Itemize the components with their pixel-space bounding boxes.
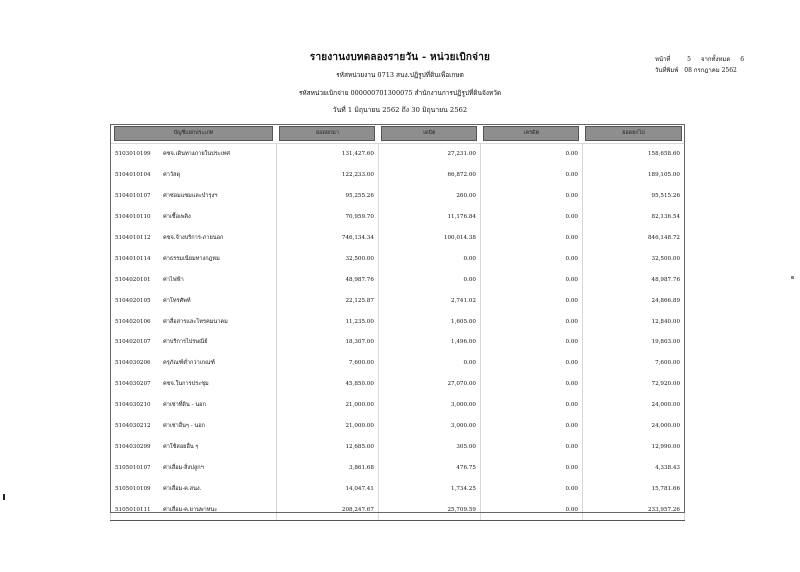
- agency-code-line: รหัสหน่วยงาน 0713 สนง.ปฏิรูปที่ดินเพื่อเกษต: [336, 71, 464, 79]
- table-row: [111, 416, 685, 437]
- account-code: 5104010110: [115, 214, 151, 221]
- carried-forward-cell: 24,000.00: [582, 416, 684, 437]
- scan-dot-mark: [791, 276, 794, 279]
- account-code: 5104020106: [115, 318, 151, 325]
- table-row: [111, 269, 685, 290]
- account-cell: [111, 436, 277, 457]
- credit-cell: 0.00: [480, 186, 582, 207]
- debit-cell: 27,231.00: [378, 144, 480, 165]
- account-name: คชจ.ในการประชุม: [163, 381, 209, 388]
- account-name: คชจ.เดินทางภายในประเทศ: [163, 151, 230, 158]
- account-code: 5104020107: [115, 339, 151, 346]
- brought-forward-cell: 746,134.34: [276, 228, 378, 249]
- carried-forward-cell: 189,105.00: [582, 165, 684, 186]
- account-name: ค่าโทรศัพท์: [163, 297, 191, 304]
- col-brought-forward: [276, 124, 378, 144]
- brought-forward-cell: 12,685.00: [276, 436, 378, 457]
- account-name: ครุภัณฑ์ต่ำกว่าเกณฑ์: [163, 360, 215, 367]
- table-row: [111, 207, 685, 228]
- carried-forward-cell: 24,000.00: [582, 395, 684, 416]
- debit-cell: 66,872.00: [378, 165, 480, 186]
- debit-cell: 11,176.84: [378, 207, 480, 228]
- credit-cell: 0.00: [480, 395, 582, 416]
- account-code: 5104010112: [115, 235, 151, 241]
- credit-cell: 0.00: [480, 311, 582, 332]
- col-debit: [378, 124, 480, 144]
- carried-forward-cell: 19,803.00: [582, 332, 684, 353]
- table-row: [111, 165, 685, 186]
- credit-cell: 0.00: [480, 353, 582, 374]
- account-code: 5104030207: [115, 381, 151, 388]
- brought-forward-cell: 32,500.00: [276, 248, 378, 269]
- trial-balance-table: [110, 124, 685, 521]
- credit-cell: 0.00: [480, 248, 582, 269]
- debit-cell: 27,070.00: [378, 374, 480, 395]
- account-code: 5104030299: [115, 443, 151, 450]
- carried-forward-cell: 233,957.26: [582, 499, 684, 520]
- carried-forward-cell: 48,987.76: [582, 269, 684, 290]
- debit-cell: 305.00: [378, 436, 480, 457]
- brought-forward-cell: 14,047.41: [276, 478, 378, 499]
- account-name: ค่าเสื่อม-ค.สนง.: [163, 485, 202, 492]
- account-name: ค่าซ่อมแซมและบำรุงฯ: [163, 193, 218, 200]
- col-account-label: บัญชีแยกประเภท: [114, 126, 274, 141]
- page-number: 5: [687, 56, 691, 63]
- brought-forward-cell: 45,850.00: [276, 374, 378, 395]
- carried-forward-cell: 7,600.00: [582, 353, 684, 374]
- account-name: ค่าบริการไปรษณีย์: [163, 339, 208, 346]
- debit-cell: 1,605.00: [378, 311, 480, 332]
- carried-forward-cell: 846,148.72: [582, 228, 684, 249]
- carried-forward-cell: 95,515.26: [582, 186, 684, 207]
- account-cell: [111, 499, 277, 520]
- print-date: 08 กรกฎาคม 2562: [684, 67, 737, 74]
- debit-cell: 100,014.38: [378, 228, 480, 249]
- credit-cell: 0.00: [480, 478, 582, 499]
- debit-cell: 0.00: [378, 248, 480, 269]
- account-cell: [111, 290, 277, 311]
- debit-cell: 1,496.00: [378, 332, 480, 353]
- account-code: 5105010109: [115, 485, 151, 492]
- debit-cell: 0.00: [378, 269, 480, 290]
- table-row: [111, 478, 685, 499]
- account-cell: [111, 478, 277, 499]
- debit-cell: 3,000.00: [378, 416, 480, 437]
- brought-forward-cell: 208,247.67: [276, 499, 378, 520]
- account-cell: [111, 311, 277, 332]
- account-cell: [111, 395, 277, 416]
- account-cell: [111, 353, 277, 374]
- credit-cell: 0.00: [480, 499, 582, 520]
- credit-cell: 0.00: [480, 228, 582, 249]
- account-name: ค่าเช่าอื่นๆ - นอก: [163, 423, 205, 430]
- brought-forward-cell: 131,427.60: [276, 144, 378, 165]
- total-label: จากทั้งหมด: [701, 56, 731, 63]
- debit-cell: 476.75: [378, 457, 480, 478]
- table-row: [111, 436, 685, 457]
- account-code: 5104010114: [115, 255, 151, 262]
- table-row: [111, 332, 685, 353]
- col-credit-label: เครดิต: [483, 126, 579, 141]
- account-cell: [111, 207, 277, 228]
- table-row: [111, 353, 685, 374]
- table-row: [111, 186, 685, 207]
- col-credit: [480, 124, 582, 144]
- account-cell: [111, 248, 277, 269]
- table-row: [111, 499, 685, 520]
- page-meta: [655, 54, 748, 76]
- scan-edge-mark: [3, 494, 5, 500]
- account-name: ค่าเสื่อม-สิ่งปลูกฯ: [163, 464, 204, 471]
- credit-cell: 0.00: [480, 416, 582, 437]
- table-row: [111, 228, 685, 249]
- account-name: ค่าวัสดุ: [163, 172, 181, 179]
- debit-cell: 260.00: [378, 186, 480, 207]
- carried-forward-cell: 158,658.60: [582, 144, 684, 165]
- debit-cell: 1,734.25: [378, 478, 480, 499]
- credit-cell: 0.00: [480, 332, 582, 353]
- account-code: 5105010111: [115, 506, 151, 513]
- account-name: ค่าเช่าที่ดิน - นอก: [163, 402, 206, 409]
- carried-forward-cell: 24,866.89: [582, 290, 684, 311]
- table-row: [111, 144, 685, 165]
- brought-forward-cell: 21,000.00: [276, 395, 378, 416]
- credit-cell: 0.00: [480, 436, 582, 457]
- account-name: ค่าธรรมเนียมทางกฎหม: [163, 255, 220, 262]
- account-name: ค่าเชื้อเพลิง: [163, 214, 191, 221]
- account-cell: [111, 228, 277, 249]
- brought-forward-cell: 95,255.26: [276, 186, 378, 207]
- table-row: [111, 374, 685, 395]
- brought-forward-cell: 122,233.00: [276, 165, 378, 186]
- report-title: รายงานงบทดลองรายวัน - หน่วยเบิกจ่าย: [309, 52, 491, 63]
- credit-cell: 0.00: [480, 269, 582, 290]
- print-date-label: วันที่พิมพ์: [655, 67, 679, 74]
- brought-forward-cell: 3,861.68: [276, 457, 378, 478]
- account-code: 5104020105: [115, 297, 151, 304]
- carried-forward-cell: 72,920.00: [582, 374, 684, 395]
- account-cell: [111, 457, 277, 478]
- credit-cell: 0.00: [480, 144, 582, 165]
- carried-forward-cell: 12,840.00: [582, 311, 684, 332]
- col-carried-forward-label: ยอดยกไป: [585, 126, 681, 141]
- credit-cell: 0.00: [480, 207, 582, 228]
- col-debit-label: เดบิต: [381, 126, 477, 141]
- debit-cell: 25,709.59: [378, 499, 480, 520]
- disbursing-unit-line: รหัสหน่วยเบิกจ่าย 000000701300075 สำนักงานการปฏิรูปที่ดินจังหวัด: [298, 89, 502, 97]
- credit-cell: 0.00: [480, 457, 582, 478]
- carried-forward-cell: 12,990.00: [582, 436, 684, 457]
- account-cell: [111, 144, 277, 165]
- credit-cell: 0.00: [480, 290, 582, 311]
- account-cell: [111, 269, 277, 290]
- brought-forward-cell: 18,307.00: [276, 332, 378, 353]
- account-cell: [111, 165, 277, 186]
- account-name: ค่าเสื่อม-ค.ยานพาหนะ: [163, 506, 218, 513]
- account-code: 5104030206: [115, 360, 151, 367]
- account-name: ค่าไฟฟ้า: [163, 276, 184, 283]
- account-code: 5104010104: [115, 172, 151, 179]
- table-row: [111, 457, 685, 478]
- debit-cell: 0.00: [378, 353, 480, 374]
- account-code: 5105010107: [115, 464, 151, 471]
- brought-forward-cell: 70,959.70: [276, 207, 378, 228]
- carried-forward-cell: 32,500.00: [582, 248, 684, 269]
- account-cell: [111, 416, 277, 437]
- brought-forward-cell: 21,000.00: [276, 416, 378, 437]
- table-row: [111, 395, 685, 416]
- account-code: 5103010199: [115, 151, 151, 158]
- table-header-row: [111, 124, 685, 144]
- account-code: 5104020101: [115, 276, 151, 283]
- table-row: [111, 311, 685, 332]
- table-row: [111, 290, 685, 311]
- account-cell: [111, 374, 277, 395]
- credit-cell: 0.00: [480, 165, 582, 186]
- account-code: 5104030210: [115, 402, 151, 409]
- account-name: คชจ.จ้างบริการ-ภายนอก: [163, 235, 224, 241]
- brought-forward-cell: 48,987.76: [276, 269, 378, 290]
- total-pages: 6: [740, 56, 745, 63]
- carried-forward-cell: 4,338.43: [582, 457, 684, 478]
- account-name: ค่าใช้สอยอื่น ๆ: [163, 443, 199, 450]
- carried-forward-cell: 82,136.54: [582, 207, 684, 228]
- brought-forward-cell: 7,600.00: [276, 353, 378, 374]
- debit-cell: 3,000.00: [378, 395, 480, 416]
- account-code: 5104030212: [115, 423, 151, 430]
- table-row: [111, 248, 685, 269]
- carried-forward-cell: 15,781.66: [582, 478, 684, 499]
- account-cell: [111, 332, 277, 353]
- debit-cell: 2,741.02: [378, 290, 480, 311]
- account-code: 5104010107: [115, 193, 151, 200]
- report-period: วันที่ 1 มิถุนายน 2562 ถึง 30 มิถุนายน 2562: [332, 106, 468, 114]
- col-carried-forward: [582, 124, 684, 144]
- col-brought-forward-label: ยอดยกมา: [279, 126, 375, 141]
- brought-forward-cell: 11,235.00: [276, 311, 378, 332]
- page-label: หน้าที่: [655, 56, 671, 63]
- account-name: ค่าสื่อสารและโทรคมนาคม: [163, 318, 228, 325]
- brought-forward-cell: 22,125.87: [276, 290, 378, 311]
- credit-cell: 0.00: [480, 374, 582, 395]
- account-cell: [111, 186, 277, 207]
- col-account: [111, 124, 277, 144]
